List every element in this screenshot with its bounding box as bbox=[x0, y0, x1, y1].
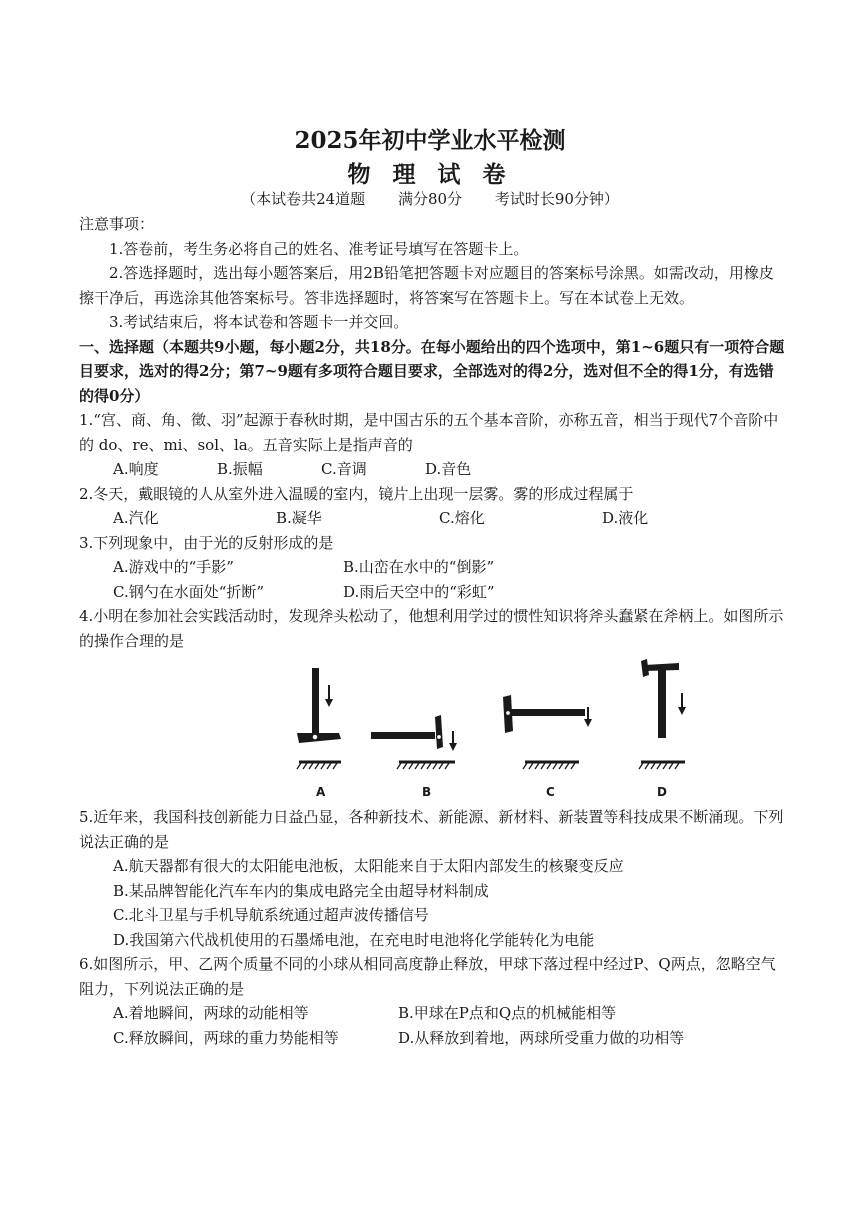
option: C.音调 bbox=[321, 460, 367, 478]
question-stem: 5.近年来，我国科技创新能力日益凸显，各种新技术、新能源、新材料、新装置等科技成果不断涌现。下列说法正确的是 bbox=[79, 808, 784, 851]
question-options bbox=[79, 1001, 785, 1026]
question-stem: 3.下列现象中，由于光的反射形成的是 bbox=[79, 533, 334, 552]
option: C.钢勺在水面处“折断” bbox=[113, 582, 265, 601]
option: D.液化 bbox=[602, 509, 649, 527]
figure-a bbox=[297, 668, 341, 769]
section-heading: 一、选择题（本题共9小题，每小题2分，共18分。在每小题给出的四个选项中，第1~6题只有一项符合题目要求，选对的得2分；第7~9题有多项符合题目要求，全部选对的得2分，选对但不全的得1分，有选错的得0分） bbox=[79, 337, 785, 405]
figure-label-c: C bbox=[546, 785, 555, 799]
option: D.雨后天空中的“彩虹” bbox=[343, 582, 495, 601]
option: A.游戏中的“手影” bbox=[113, 558, 234, 576]
option: A.响度 bbox=[113, 460, 159, 478]
option: D.从释放到着地，两球所受重力做的功相等 bbox=[398, 1028, 685, 1047]
question-stem: 1.“宫、商、角、徵、羽”起源于春秋时期，是中国古乐的五个基本音阶，亦称五音，相当于现代7个音阶中的 do、re、mi、sol、la。五音实际上是指声音的 bbox=[79, 411, 779, 454]
figure-label-b: B bbox=[422, 785, 432, 799]
option: D.我国第六代战机使用的石墨烯电池，在充电时电池将化学能转化为电能 bbox=[113, 930, 595, 949]
question-stem: 6.如图所示，甲、乙两个质量不同的小球从相同高度静止释放，甲球下落过程中经过P、Q两点，忽略空气阻力，下列说法正确的是 bbox=[79, 955, 776, 998]
option: A.汽化 bbox=[113, 509, 159, 527]
question-options bbox=[79, 1026, 785, 1051]
axe-figure-drawing bbox=[79, 653, 785, 805]
axe-figure bbox=[79, 653, 785, 805]
exam-info-duration: 考试时长90分钟） bbox=[494, 190, 619, 208]
question-options bbox=[79, 457, 785, 482]
exam-info-score: 满分80分 bbox=[397, 190, 463, 208]
notice-item: 3.考试结束后，将本试卷和答题卡一并交回。 bbox=[109, 313, 409, 331]
option: B.某品牌智能化汽车车内的集成电路完全由超导材料制成 bbox=[113, 881, 489, 900]
question-options bbox=[79, 506, 785, 531]
figure-b bbox=[371, 715, 457, 769]
option: B.甲球在P点和Q点的机械能相等 bbox=[398, 1004, 617, 1022]
question-options bbox=[79, 555, 785, 580]
figure-d bbox=[639, 659, 686, 769]
subject-title: 物 理 试 卷 bbox=[347, 161, 513, 188]
figure-c bbox=[503, 695, 592, 769]
question-stem: 2.冬天，戴眼镜的人从室外进入温暖的室内，镜片上出现一层雾。雾的形成过程属于 bbox=[79, 484, 634, 503]
option: A.着地瞬间，两球的动能相等 bbox=[113, 1004, 309, 1022]
exam-body bbox=[79, 212, 785, 1050]
notice-item: 1.答卷前，考生务必将自己的姓名、准考证号填写在答题卡上。 bbox=[109, 239, 529, 258]
option: A.航天器都有很大的太阳能电池板，太阳能来自于太阳内部发生的核聚变反应 bbox=[113, 857, 624, 875]
option: B.振幅 bbox=[217, 460, 263, 478]
exam-info-questions: （本试卷共24道题 bbox=[241, 190, 366, 208]
exam-info bbox=[0, 188, 860, 209]
option: B.凝华 bbox=[276, 509, 322, 527]
notice-item: 2.答选择题时，选出每小题答案后，用2B铅笔把答题卡对应题目的答案标号涂黑。如需改动，用橡皮擦干净后，再选涂其他答案标号。答非选择题时，将答案写在答题卡上。写在本试卷上无效。 bbox=[79, 264, 774, 307]
option: D.音色 bbox=[425, 460, 472, 478]
option: B.山峦在水中的“倒影” bbox=[343, 558, 495, 576]
figure-label-a: A bbox=[316, 785, 326, 799]
notice-heading: 注意事项： bbox=[79, 215, 155, 233]
question-stem: 4.小明在参加社会实践活动时，发现斧头松动了，他想利用学过的惯性知识将斧头蠢紧在斧柄上。如图所示的操作合理的是 bbox=[79, 607, 784, 650]
figure-label-d: D bbox=[657, 785, 667, 799]
exam-title: 2025年初中学业水平检测 bbox=[294, 127, 566, 154]
option: C.熔化 bbox=[439, 509, 485, 527]
option: C.北斗卫星与手机导航系统通过超声波传播信号 bbox=[113, 906, 429, 924]
question-options bbox=[79, 580, 785, 605]
option: C.释放瞬间，两球的重力势能相等 bbox=[113, 1028, 339, 1047]
